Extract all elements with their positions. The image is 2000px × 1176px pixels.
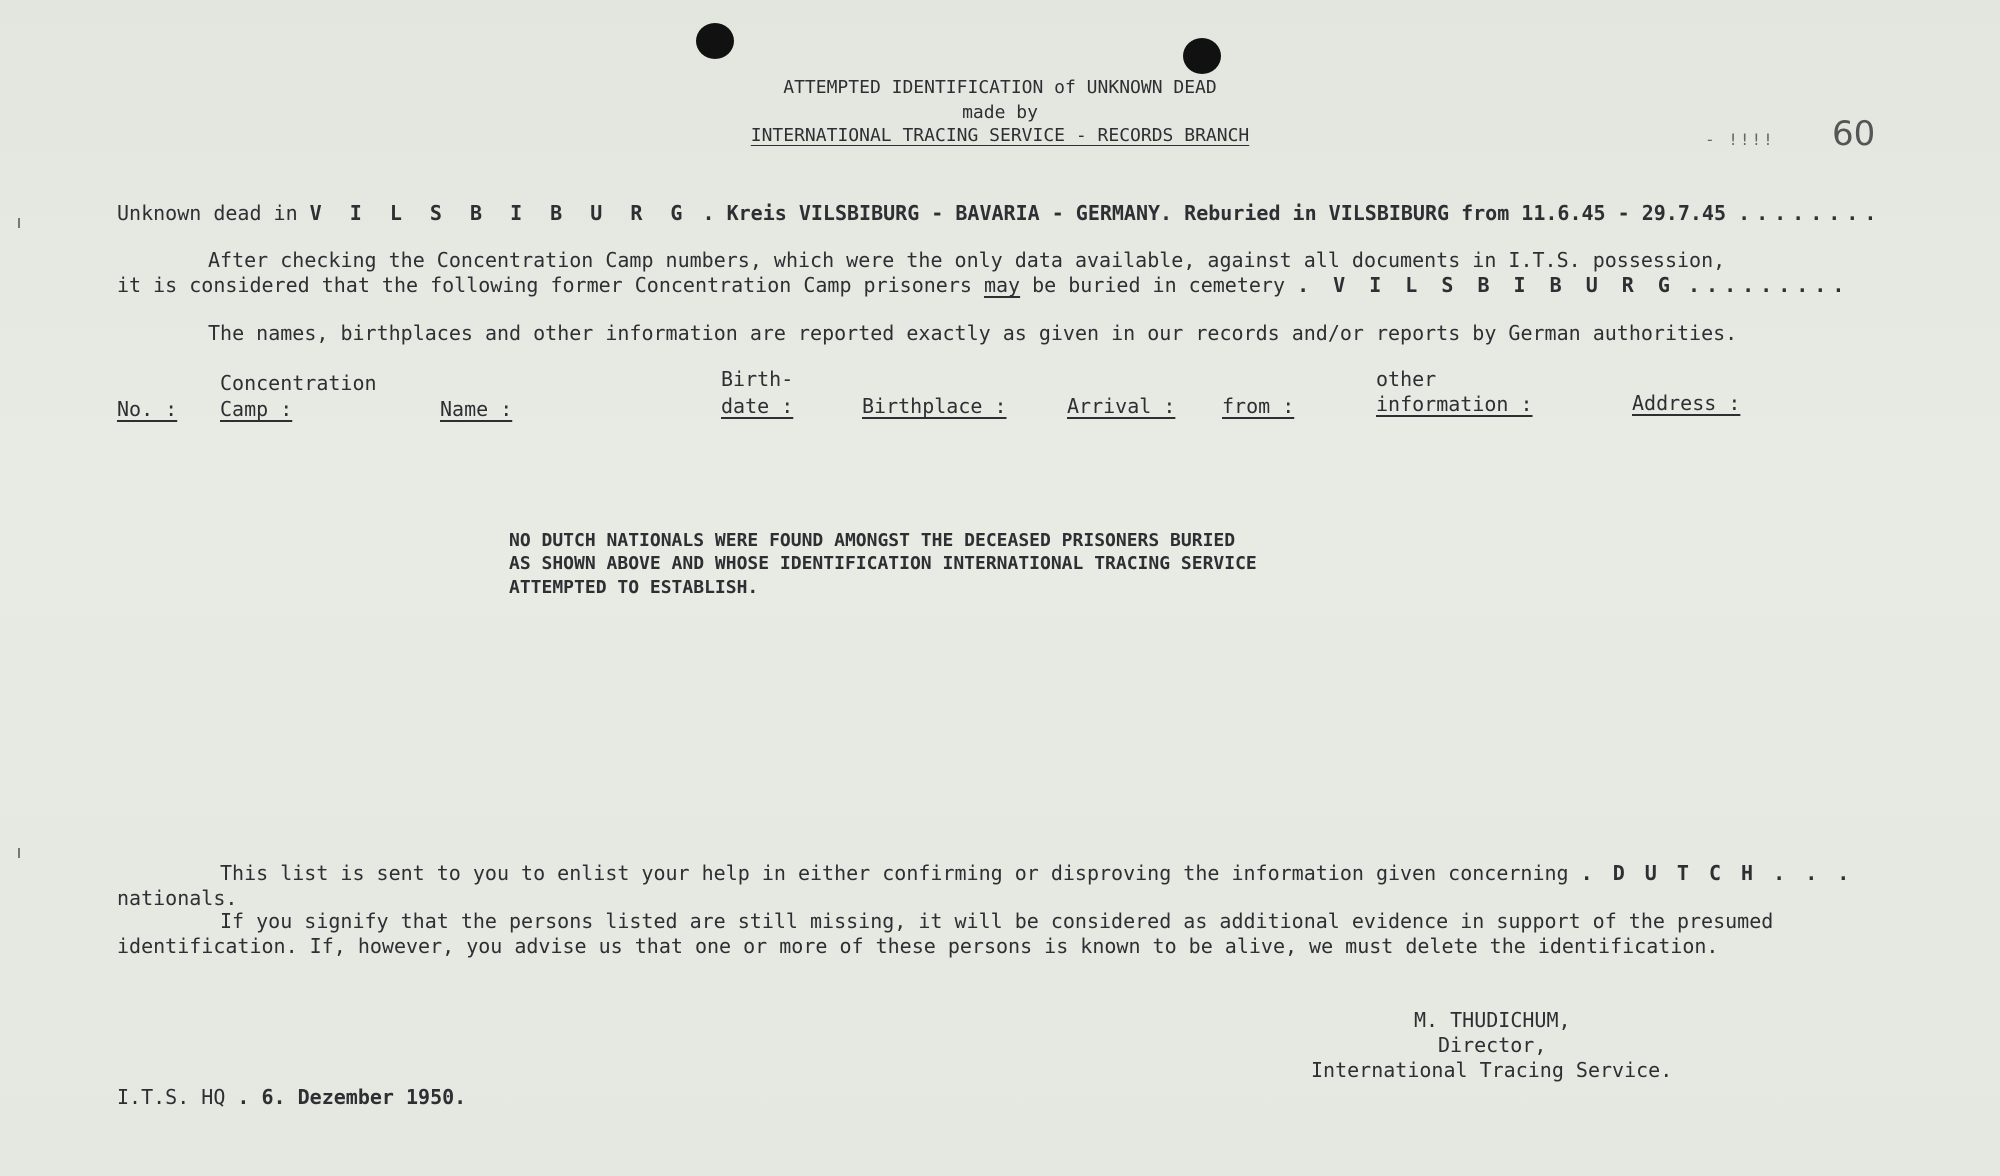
punch-hole-right	[1183, 38, 1221, 74]
closing-line-4: identification. If, however, you advise us that one or more of these persons is known to be alive, we must delete the identification.	[117, 934, 1719, 958]
punch-hole-left	[696, 23, 734, 59]
location-line	[117, 201, 1882, 225]
closing-line-3: If you signify that the persons listed are still missing, it will be considered as additional evidence in support of the presumed	[220, 909, 1774, 933]
col-birthdate: date :	[721, 394, 794, 418]
intro-line-3: The names, birthplaces and other information are reported exactly as given in our records and/or reports by German authorities.	[208, 321, 1738, 345]
col-birth-top: Birth-	[721, 367, 794, 391]
notice-line-2: AS SHOWN ABOVE AND WHOSE IDENTIFICATION INTERNATIONAL TRACING SERVICE	[509, 553, 1257, 574]
margin-mark	[18, 218, 20, 228]
closing-line-1	[220, 861, 1853, 885]
col-name: Name :	[440, 397, 513, 421]
intro-line-1: After checking the Concentration Camp numbers, which were the only data available, against all documents in I.T.S. possession,	[208, 248, 1726, 272]
footer-origin: I.T.S. HQ	[117, 1085, 226, 1109]
location-prefix: Unknown dead in	[117, 201, 298, 225]
col-birthplace: Birthplace :	[862, 394, 1007, 418]
header-subtitle: made by	[962, 102, 1038, 123]
col-from: from :	[1222, 394, 1295, 418]
intro-line-2	[117, 273, 1850, 297]
intro-may: may	[983, 273, 1021, 297]
nationality: . D U T C H . . .	[1580, 861, 1854, 885]
col-no: No. :	[117, 397, 178, 421]
page-number: 60	[1832, 114, 1876, 154]
location-place: V I L S B I B U R G	[309, 201, 691, 225]
col-address: Address :	[1632, 391, 1741, 415]
footer-date: . 6. Dezember 1950.	[237, 1085, 467, 1109]
notice-line-3: ATTEMPTED TO ESTABLISH.	[509, 577, 759, 598]
footer-line	[117, 1085, 466, 1109]
closing-text: This list is sent to you to enlist your help in either confirming or disproving the information given concerning	[220, 861, 1569, 885]
location-dots: ........	[1738, 201, 1883, 225]
closing-line-2: nationals.	[117, 886, 238, 910]
col-camp-top: Concentration	[220, 371, 377, 395]
header-title: ATTEMPTED IDENTIFICATION of UNKNOWN DEAD	[783, 77, 1217, 98]
margin-mark	[18, 848, 20, 858]
header-stamp: - !!!!	[1705, 130, 1775, 149]
col-camp: Camp :	[220, 397, 293, 421]
col-other-top: other	[1376, 367, 1437, 391]
signature-title: Director,	[1438, 1033, 1547, 1057]
header-organization: INTERNATIONAL TRACING SERVICE - RECORDS BRANCH	[750, 125, 1250, 146]
signature-organization: International Tracing Service.	[1311, 1058, 1673, 1082]
cemetery-dots: .........	[1687, 273, 1851, 297]
location-details: . Kreis VILSBIBURG - BAVARIA - GERMANY.	[702, 201, 1173, 225]
reburial-info: Reburied in VILSBIBURG from 11.6.45 - 29.7.45	[1184, 201, 1727, 225]
signature-name: M. THUDICHUM,	[1414, 1008, 1571, 1032]
col-arrival: Arrival :	[1067, 394, 1176, 418]
intro-text-a: it is considered that the following former Concentration Camp prisoners	[117, 273, 972, 297]
notice-line-1: NO DUTCH NATIONALS WERE FOUND AMONGST THE DECEASED PRISONERS BURIED	[509, 530, 1236, 551]
cemetery-name: . V I L S B I B U R G	[1297, 273, 1676, 297]
intro-text-b: be buried in cemetery	[1032, 273, 1286, 297]
col-other-information: information :	[1376, 392, 1533, 416]
